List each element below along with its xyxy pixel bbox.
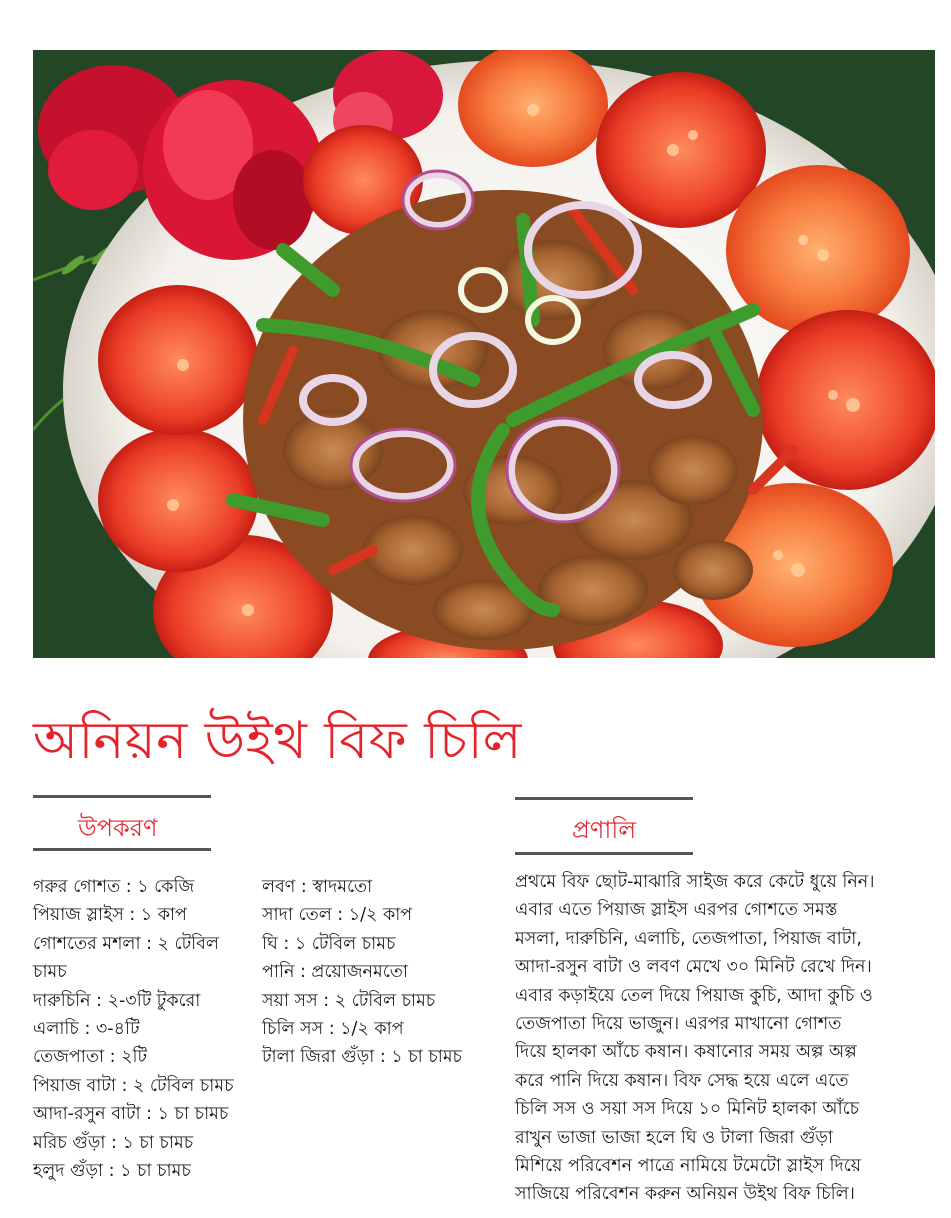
ingredients-top-rule: [33, 795, 211, 798]
ingredient-item: হলুদ গুঁড়া : ১ চা চামচ: [33, 1161, 191, 1182]
ingredients-col-1: [33, 873, 234, 1185]
recipe-title: অনিয়ন উইথ বিফ চিলি: [33, 711, 522, 771]
ingredient-item: মরিচ গুঁড়া : ১ চা চামচ: [33, 1132, 194, 1153]
method-top-rule: [515, 797, 693, 800]
ingredient-item: চিলি সস : ১/২ কাপ: [262, 1019, 404, 1040]
method-heading: প্রণালি: [572, 816, 637, 844]
ingredient-item: এলাচি : ৩-৪টি: [33, 1019, 140, 1040]
ingredient-item: পিয়াজ বাটা : ২ টেবিল চামচ: [33, 1075, 234, 1096]
ingredient-item: পানি : প্রয়োজনমতো: [262, 962, 408, 983]
ingredients-col-2: [262, 873, 462, 1072]
ingredient-item: টালা জিরা গুঁড়া : ১ চা চামচ: [262, 1047, 463, 1068]
ingredient-item: আদা-রসুন বাটা : ১ চা চামচ: [33, 1104, 229, 1125]
method-bottom-rule: [515, 852, 693, 855]
ingredient-item: তেজপাতা : ২টি: [33, 1047, 147, 1068]
ingredients-bottom-rule: [33, 848, 211, 851]
ingredient-item: পিয়াজ স্লাইস : ১ কাপ: [33, 905, 187, 926]
ingredient-item: গরুর গোশত : ১ কেজি: [33, 877, 195, 897]
ingredient-item: ঘি : ১ টেবিল চামচ: [262, 933, 396, 954]
dish-photo: [33, 50, 935, 658]
ingredient-item: লবণ : স্বাদমতো: [262, 877, 373, 897]
ingredient-item: গোশতের মশলা : ২ টেবিল: [33, 933, 219, 954]
ingredient-item: সাদা তেল : ১/২ কাপ: [262, 905, 413, 926]
ingredient-item: সয়া সস : ২ টেবিল চামচ: [262, 990, 436, 1011]
method-text: প্রথমে বিফ ছোট-মাঝারি সাইজ করে কেটে ধুয়ে নিন। এবার এতে পিয়াজ স্লাইস এরপর গোশতে সমস্ত মসলা, দারুচিনি, এলাচি, তেজপাতা, পিয়াজ বাটা, আদা-রসুন বাটা ও লবণ মেখে ৩০ মিনিট রেখে দিন। এবার কড়াইয়ে তেল দিয়ে পিয়াজ কুচি, আদা কুচি ও তেজপাতা দিয়ে ভাজুন। এরপর মাখানো গোশত দিয়ে হালকা আঁচে কষান। কষানোর সময় অল্প অল্প করে পানি দিয়ে কষান। বিফ সেদ্ধ হয়ে এলে এতে চিলি সস ও সয়া সস দিয়ে ১০ মিনিট হালকা আঁচে রাখুন ভাজা ভাজা হলে ঘি ও টালা জিরা গুঁড়া মিশিয়ে পরিবেশন পাত্রে নামিয়ে টমেটো স্লাইস দিয়ে সাজিয়ে পরিবেশন করুন অনিয়ন উইথ বিফ চিলি।: [515, 872, 875, 1205]
ingredient-item: দারুচিনি : ২-৩টি টুকরো: [33, 990, 201, 1011]
ingredient-item: চামচ: [33, 962, 67, 983]
ingredients-heading: উপকরণ: [78, 814, 158, 842]
